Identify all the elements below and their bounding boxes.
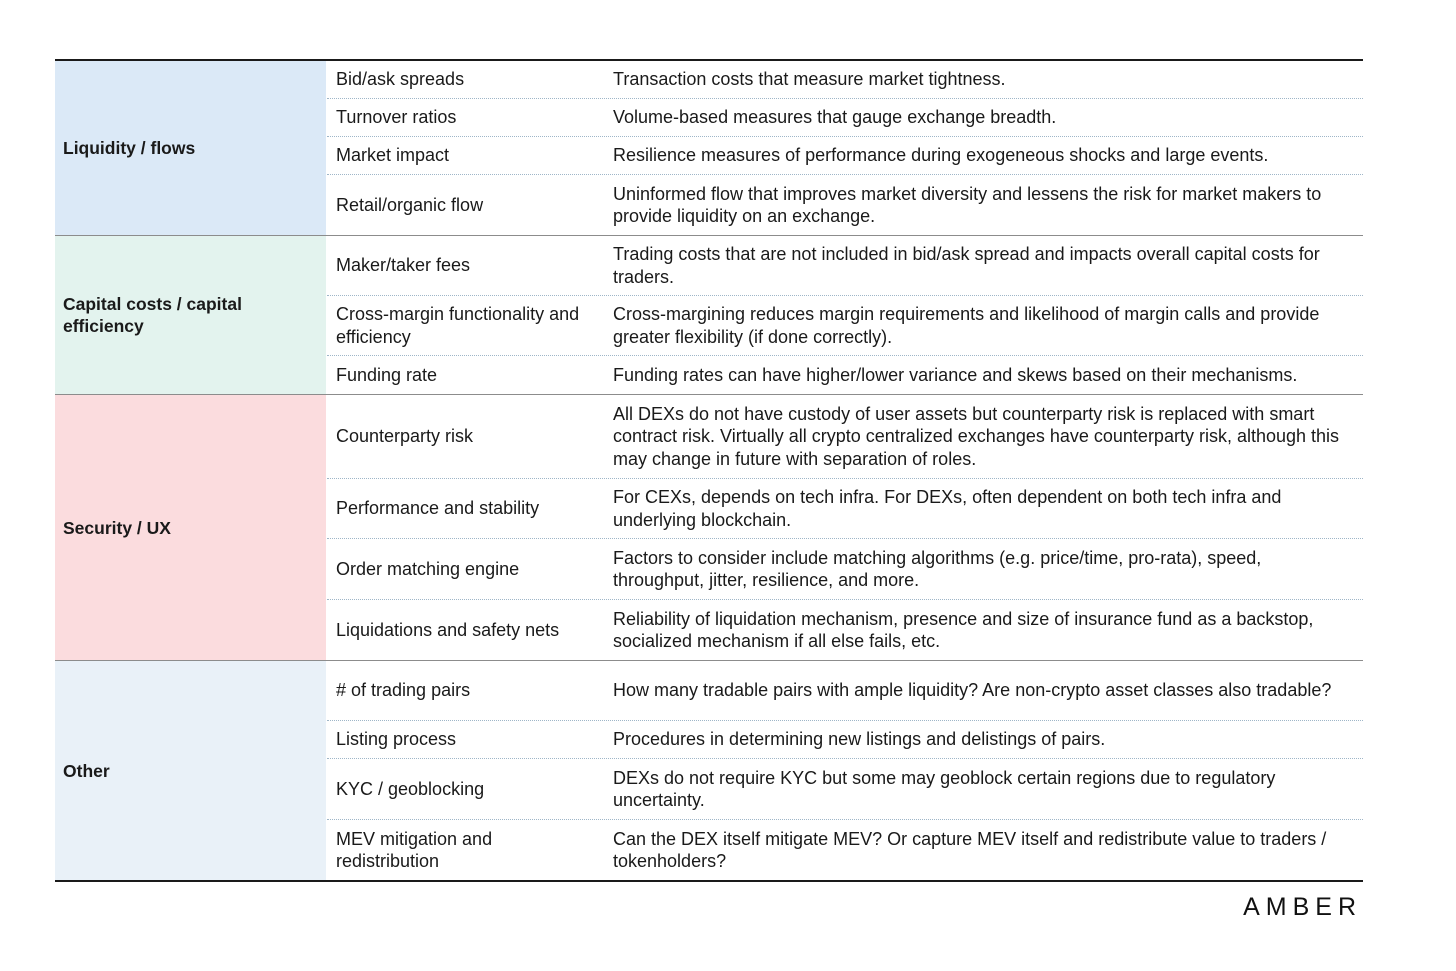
metric-cell: KYC / geoblocking — [336, 778, 485, 799]
metric-cell: Listing process — [336, 729, 457, 750]
metric-cell: Market impact — [336, 145, 450, 166]
table-row — [327, 296, 1363, 356]
description-cell: Trading costs that are not included in bid/ask spread and impacts overall capital costs for traders. — [613, 244, 1320, 287]
description-cell: Can the DEX itself mitigate MEV? Or capture MEV itself and redistribute value to traders / tokenholders? — [613, 828, 1327, 871]
metric-cell: Performance and stability — [336, 498, 540, 519]
metric-cell: Funding rate — [336, 364, 438, 385]
criteria-table — [55, 59, 1363, 882]
description-cell: Transaction costs that measure market tightness. — [613, 69, 1006, 90]
metric-cell: Retail/organic flow — [336, 194, 484, 215]
table-group — [55, 661, 1363, 880]
description-cell: Funding rates can have higher/lower variance and skews based on their mechanisms. — [613, 364, 1298, 385]
table-row — [327, 479, 1363, 539]
table-row — [327, 61, 1363, 99]
table-row — [327, 99, 1363, 137]
metric-cell: # of trading pairs — [336, 680, 471, 701]
description-cell: Volume-based measures that gauge exchange breadth. — [613, 107, 1057, 128]
metric-cell: MEV mitigation and redistribution — [336, 828, 493, 871]
metric-cell: Turnover ratios — [336, 107, 457, 128]
group-rows — [327, 236, 1363, 394]
description-cell: All DEXs do not have custody of user assets but counterparty risk is replaced with smart contract risk. Virtually all crypto centralized exchanges have counterparty risk, although this may change in future with separation of roles. — [613, 403, 1340, 469]
table-row — [327, 175, 1363, 235]
description-cell: DEXs do not require KYC but some may geoblock certain regions due to regulatory uncertainty. — [613, 767, 1276, 810]
table-row — [327, 600, 1363, 660]
table-row — [327, 236, 1363, 296]
group-label: Security / UX — [55, 395, 327, 660]
metric-cell: Order matching engine — [336, 558, 520, 579]
description-cell: Procedures in determining new listings and delistings of pairs. — [613, 729, 1106, 750]
group-label: Other — [55, 661, 327, 880]
table-group — [55, 236, 1363, 395]
amber-logo: AMBER — [1243, 893, 1362, 921]
description-cell: Uninformed flow that improves market diversity and lessens the risk for market makers to provide liquidity on an exchange. — [613, 183, 1322, 226]
table-row — [327, 721, 1363, 759]
table-group — [55, 395, 1363, 661]
group-rows — [327, 395, 1363, 660]
description-cell: How many tradable pairs with ample liquidity? Are non-crypto asset classes also tradable? — [613, 680, 1332, 701]
table-row — [327, 539, 1363, 600]
group-rows — [327, 61, 1363, 235]
table-row — [327, 356, 1363, 394]
metric-cell: Liquidations and safety nets — [336, 619, 560, 640]
description-cell: Reliability of liquidation mechanism, presence and size of insurance fund as a backstop, socialized mechanism if all else fails, etc. — [613, 608, 1314, 651]
description-cell: Cross-margining reduces margin requirements and likelihood of margin calls and provide greater flexibility (if done correctly). — [613, 304, 1320, 347]
table-group — [55, 61, 1363, 236]
metric-cell: Bid/ask spreads — [336, 69, 465, 90]
group-rows — [327, 661, 1363, 880]
group-label: Capital costs / capital efficiency — [55, 236, 327, 394]
metric-cell: Cross-margin functionality and efficiency — [336, 304, 580, 347]
metric-cell: Counterparty risk — [336, 426, 474, 447]
description-cell: For CEXs, depends on tech infra. For DEXs, often dependent on both tech infra and underlying blockchain. — [613, 487, 1282, 530]
table-row — [327, 395, 1363, 479]
table-row — [327, 759, 1363, 820]
group-label: Liquidity / flows — [55, 61, 327, 235]
table-row — [327, 661, 1363, 721]
metric-cell: Maker/taker fees — [336, 255, 471, 276]
table-row — [327, 137, 1363, 175]
description-cell: Resilience measures of performance during exogeneous shocks and large events. — [613, 145, 1269, 166]
table-row — [327, 820, 1363, 880]
description-cell: Factors to consider include matching algorithms (e.g. price/time, pro-rata), speed, throughput, jitter, resilience, and more. — [613, 547, 1262, 590]
